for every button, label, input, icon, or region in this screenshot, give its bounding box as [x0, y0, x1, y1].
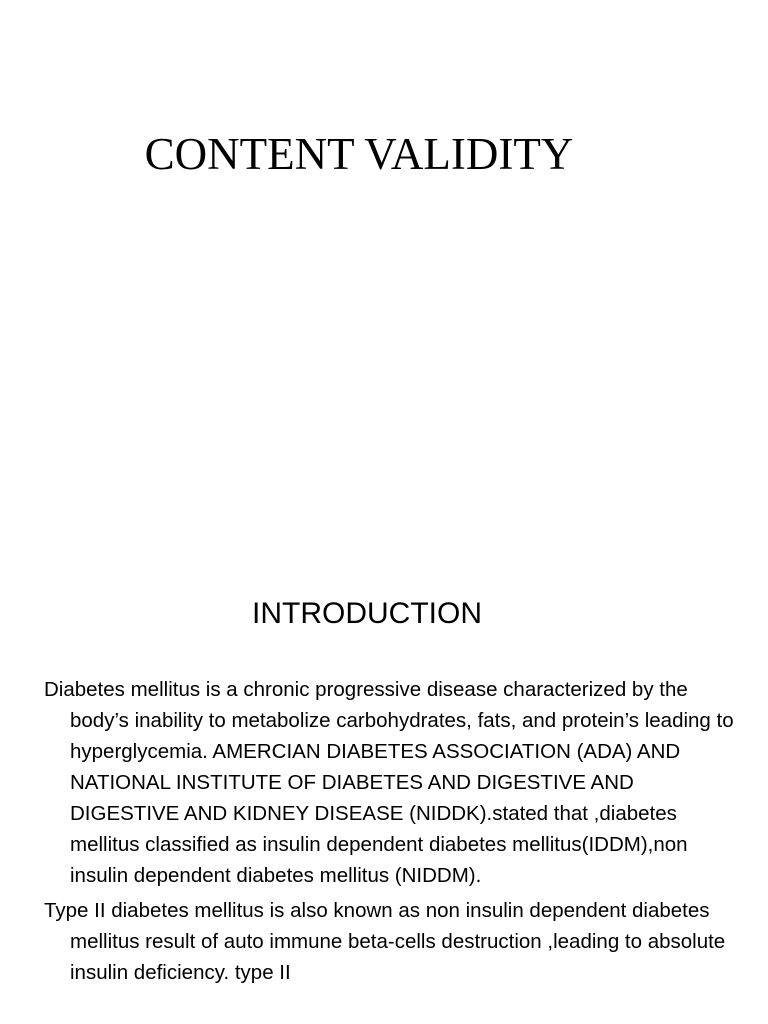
slide-body: [44, 674, 734, 992]
slide-title: INTRODUCTION: [252, 597, 482, 630]
paragraph-type-ii-diabetes: Type II diabetes mellitus is also known as non insulin dependent diabetes mellitus result of auto immune beta-cells destruction ,leading to absolute insulin deficiency. type II: [44, 899, 726, 984]
slide-introduction: [0, 576, 768, 1024]
paragraph-diabetes-definition: Diabetes mellitus is a chronic progressive disease characterized by the body’s inability to metabolize carbohydrates, fats, and protein’s leading to hyperglycemia. AMERCIAN DIABETES ASSOCIATION (ADA) AND NATIONAL INSTITUTE OF DIABETES AND DIGESTIVE AND DIGESTIVE AND KIDNEY DISEASE (NIDDK).stated that ,diabetes mellitus classified as insulin dependent diabetes mellitus(IDDM),non insulin dependent diabetes mellitus (NIDDM).: [44, 678, 734, 887]
slide-title: CONTENT VALIDITY: [144, 129, 574, 179]
